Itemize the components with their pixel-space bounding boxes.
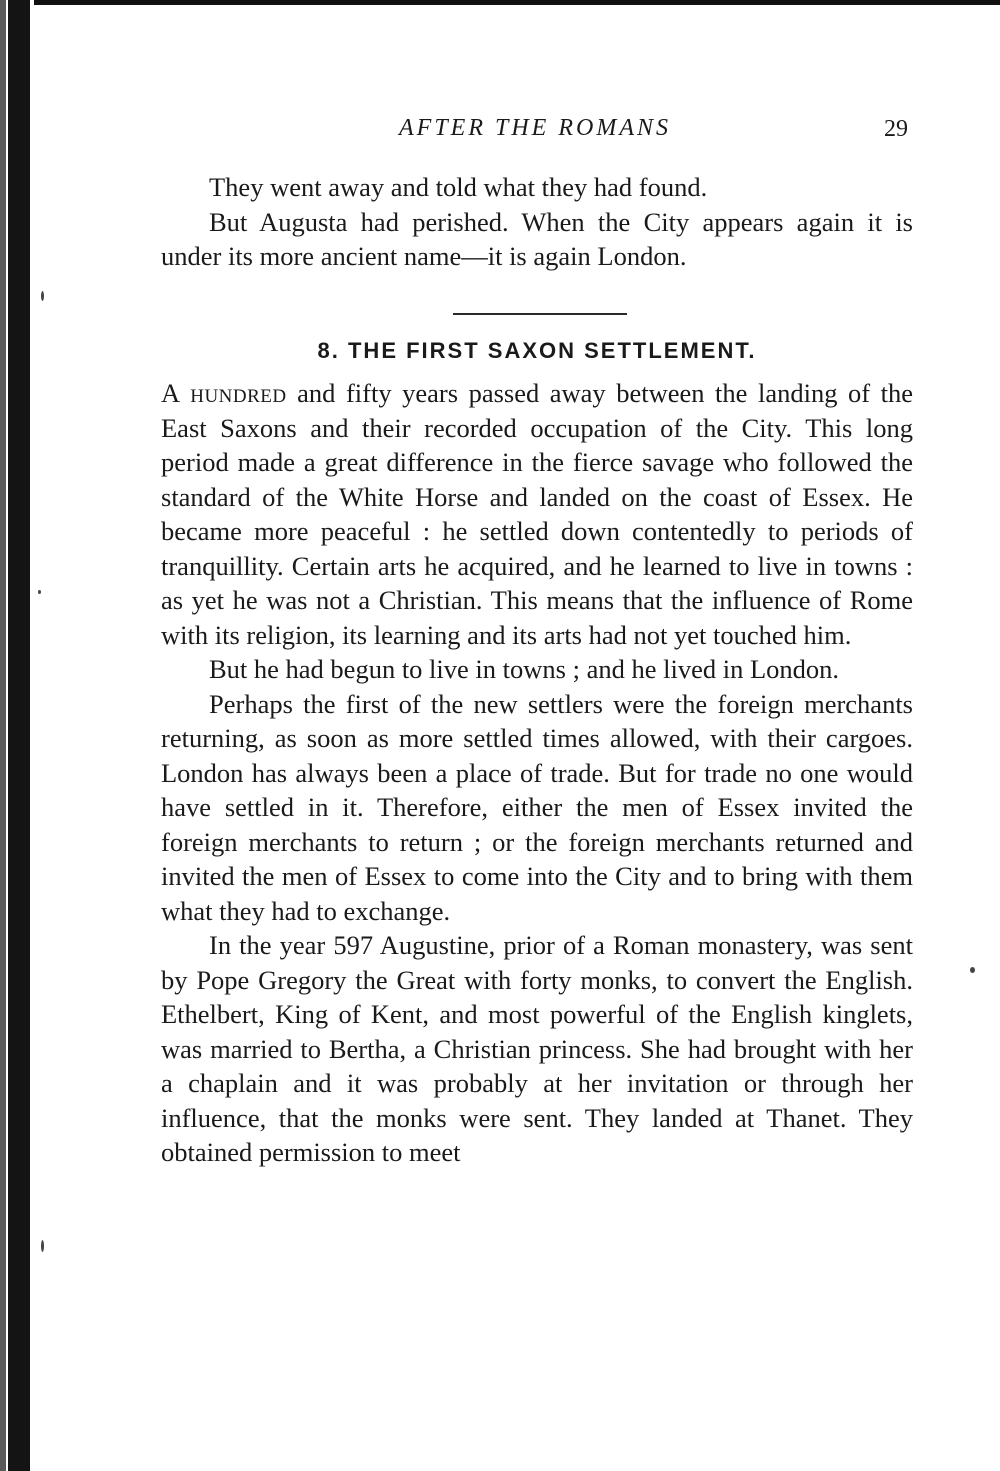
paragraph: But he had begun to live in towns ; and he lived in London. xyxy=(209,654,840,684)
paragraph: In the year 597 Augustine, prior of a Roman monastery, was sent by Pope Gregory the Great with forty monks, to convert the English. Ethelbert, King of Kent, and most powerful of the English kinglets, was married to Bertha, a Christian princess. She had brought with her a chaplain and it was probably at her invitation or through her influence, that the monks were sent. They landed at Thanet. They obtained permission to meet xyxy=(161,930,913,1167)
opening-text: and fifty years passed away between the landing of the East Saxons and their recorded occupation of the City. This long period made a great difference in the fierce savage who followed the standard of the White Horse and landed on the coast of Essex. He became more peaceful : he settled down contentedly to periods of tranquillity. Certain arts he acquired, and he learned to live in towns : as yet he was not a Christian. This means that the influence of Rome with its religion, its learning and its arts had not yet touched him. xyxy=(161,378,913,650)
intro-text xyxy=(161,170,913,274)
scan-binding-edge xyxy=(0,0,34,1471)
section-heading: 8. THE FIRST SAXON SETTLEMENT. xyxy=(317,338,757,363)
scan-top-edge xyxy=(0,0,1000,5)
scan-speck xyxy=(970,967,975,973)
scan-speck xyxy=(38,590,41,594)
opening-paragraph xyxy=(161,376,913,652)
page-number: 29 xyxy=(884,116,908,142)
opening-smallcaps: A hundred xyxy=(161,378,287,408)
paragraph: Perhaps the first of the new settlers were the foreign merchants returning, as soon as more settled times allowed, with their cargoes. London has always been a place of trade. But for trade no one would have settled in it. Therefore, either the men of Essex invited the foreign merchants to return ; or the foreign merchants returned and invited the men of Essex to come into the City and to bring with them what they had to exchange. xyxy=(161,688,913,926)
section-body xyxy=(161,376,913,1170)
paragraph: They went away and told what they had found. xyxy=(209,172,708,202)
binding-bar xyxy=(8,0,30,1471)
scan-speck xyxy=(41,291,44,301)
section-separator-rule xyxy=(453,313,627,315)
binding-shadow xyxy=(0,0,6,1471)
running-header-title: AFTER THE ROMANS xyxy=(399,115,671,141)
paragraph: But Augusta had perished. When the City appears again it is under its more ancient name—it is again London. xyxy=(161,206,913,271)
scan-speck xyxy=(41,1240,44,1252)
